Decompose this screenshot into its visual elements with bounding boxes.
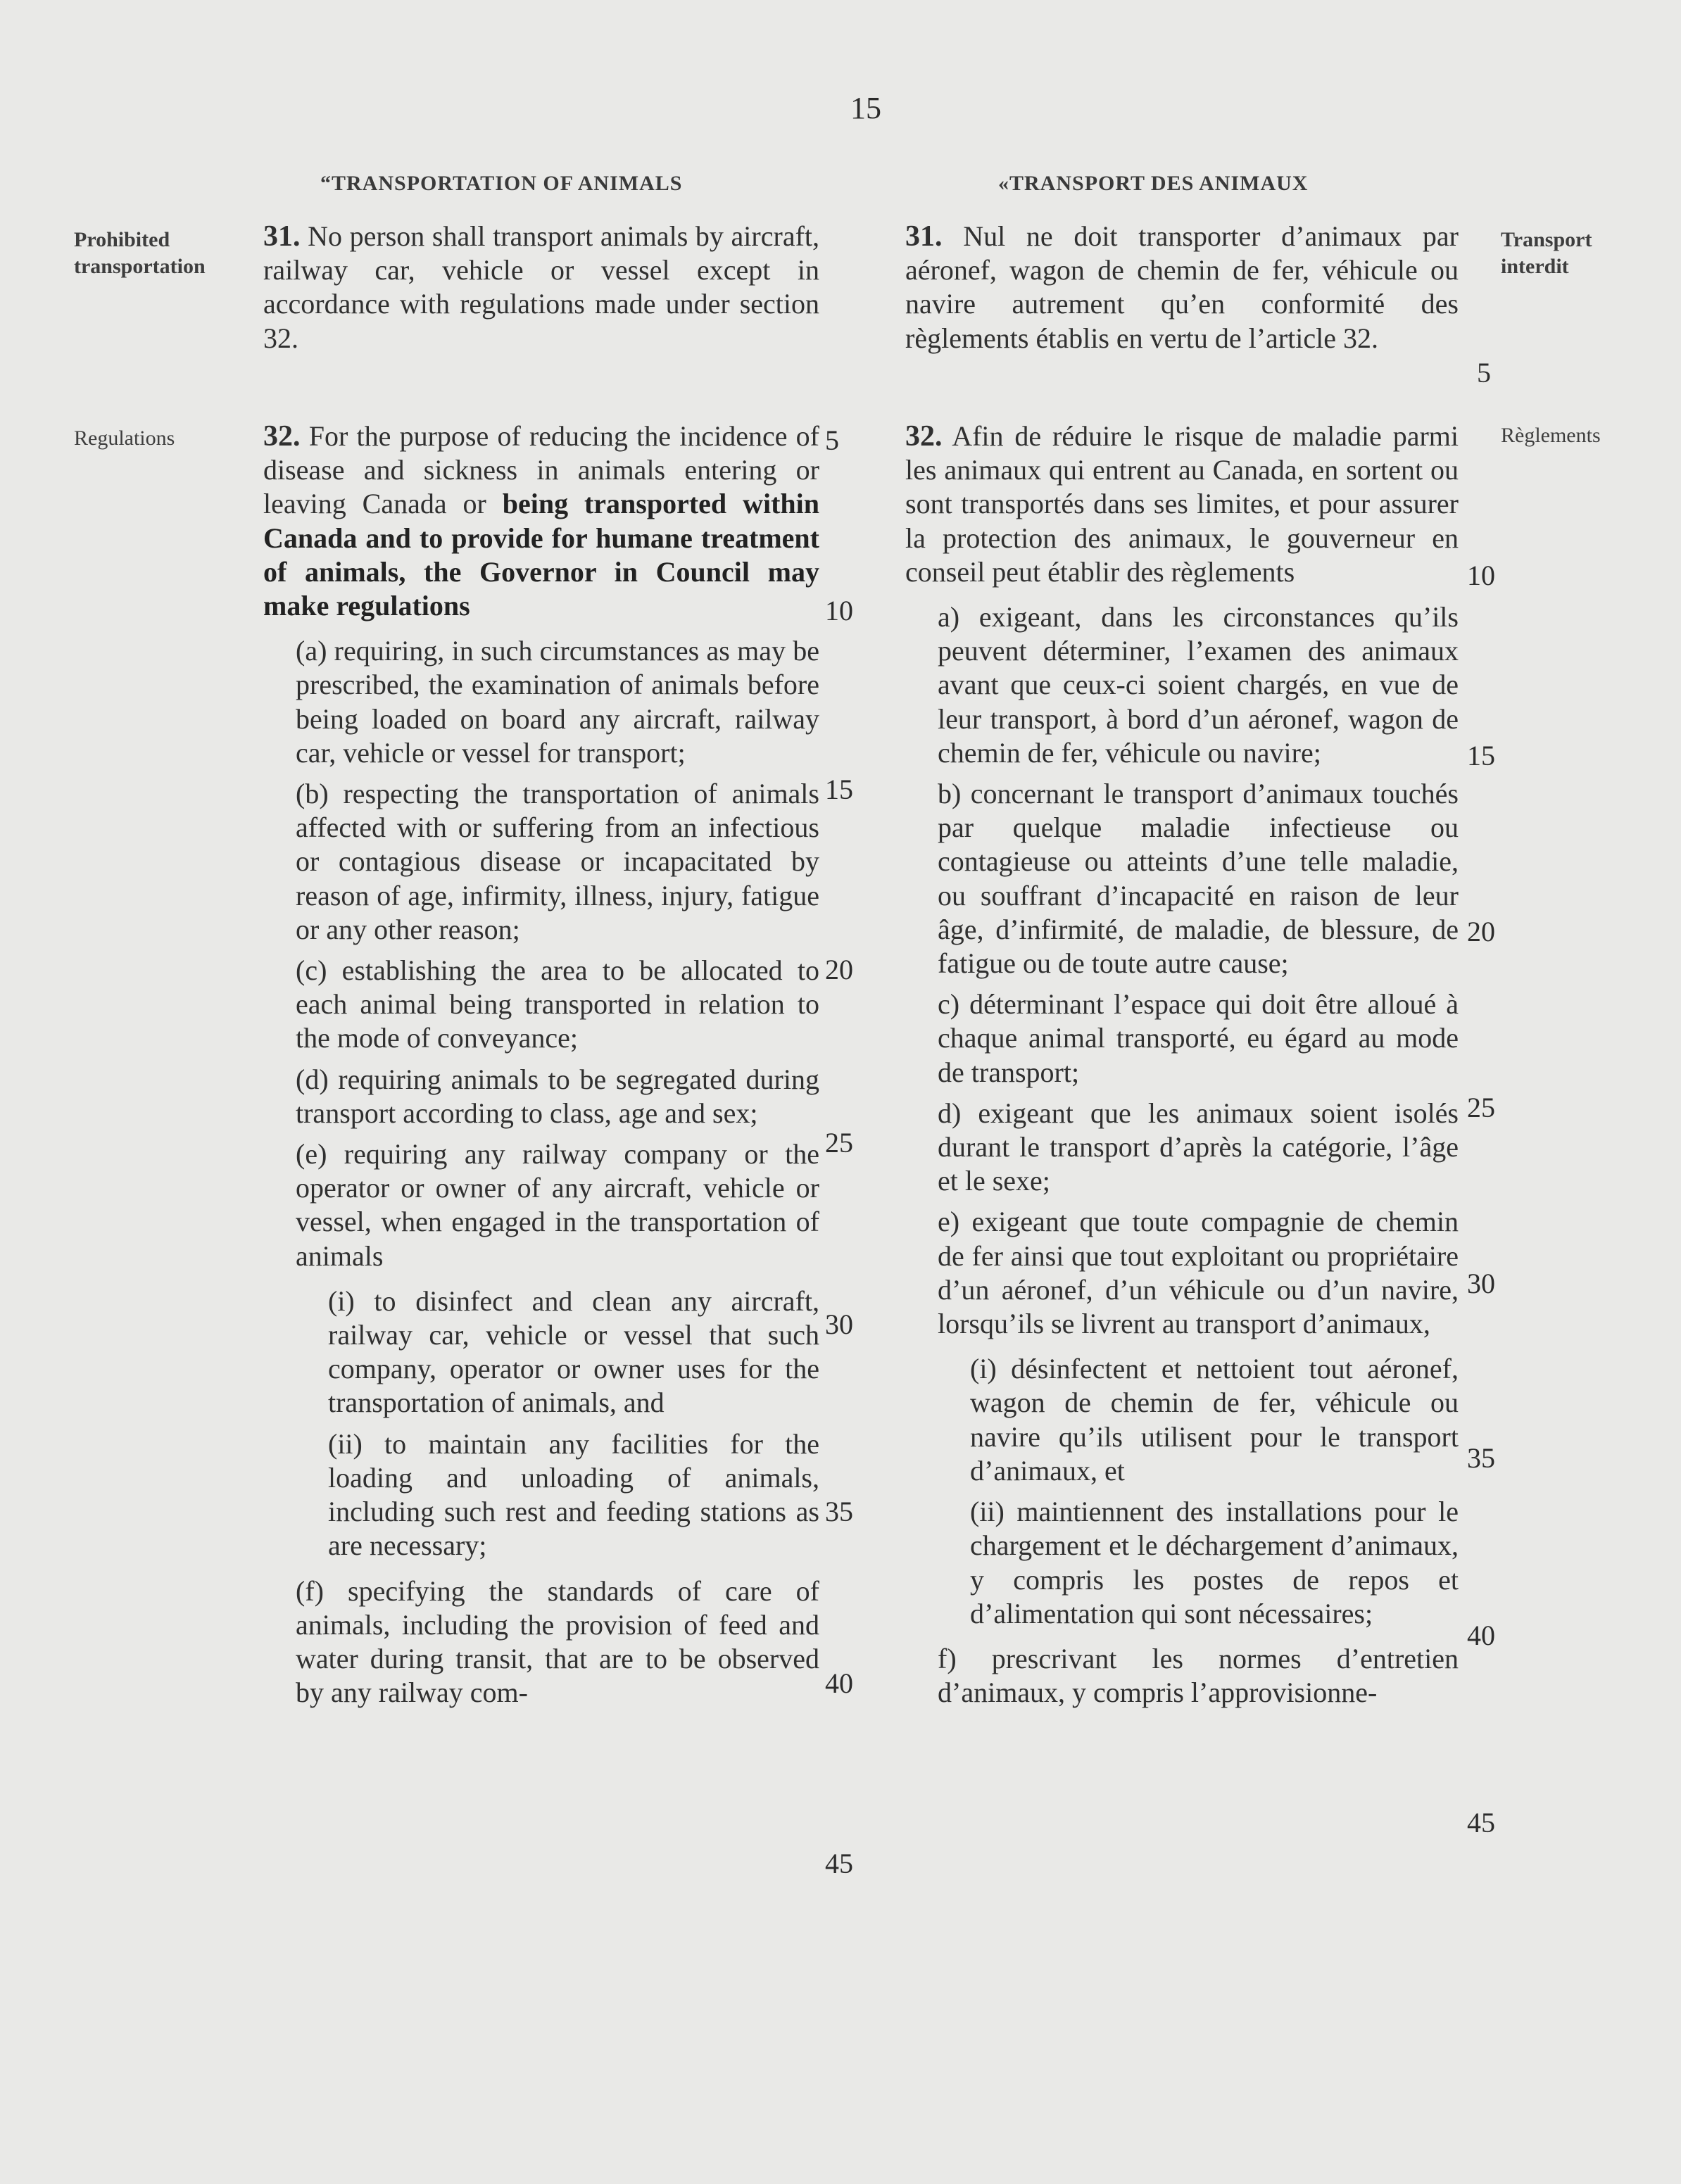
french-paragraph-b: b) concernant le transport d’animaux touchés par quelque maladie infectieuse ou contagieuse ou atteints d’une telle maladie, ou souffrant d’incapacité en raison de leur âge, d’infirmité, de maladie, de blessure, de fatigue ou de toute autre cause; bbox=[938, 778, 1459, 980]
section-text-a: For the purpose of reducing the incidence of disease and sickness in animals entering or leaving Canada or bbox=[263, 420, 820, 520]
french-paragraph-e: e) exigeant que toute compagnie de chemin de fer ainsi que tout exploitant ou propriétaire d’un aéronef, d’un véhicule ou d’un navire, lorsqu’ils se livrent au transport d’animaux, bbox=[938, 1206, 1459, 1340]
french-subparagraph-e-i: (i) désinfectent et nettoient tout aéronef, wagon de chemin de fer, véhicule ou navire qu’ils utilisent pour le transport d’animaux, et bbox=[970, 1353, 1459, 1486]
french-paragraph-d: d) exigeant que les animaux soient isolés durant le transport d’après la catégorie, l’âge et le sexe; bbox=[938, 1097, 1459, 1197]
english-paragraph-a: (a) requiring, in such circumstances as may be prescribed, the examination of animals before being loaded on board any aircraft, railway car, vehicle or vessel for transport; bbox=[296, 635, 819, 769]
margin-note-transport-interdit: Transport interdit bbox=[1501, 228, 1592, 278]
english-section-31 bbox=[263, 220, 819, 355]
section-number: 32. bbox=[905, 420, 943, 453]
english-subparagraph-e-ii: (ii) to maintain any facilities for the loading and unloading of animals, including such rest and feeding stations as are necessary; bbox=[328, 1427, 819, 1562]
french-column bbox=[905, 220, 1459, 355]
english-section-32 bbox=[263, 419, 819, 623]
french-column-s32 bbox=[905, 419, 1459, 1710]
english-column bbox=[263, 220, 819, 355]
english-paragraph-f: (f) specifying the standards of care of animals, including the provision of feed and water during transit, that are to be observed by any railway com- bbox=[296, 1574, 819, 1709]
english-heading: “TRANSPORTATION OF ANIMALS bbox=[320, 172, 683, 195]
line-number: 10 bbox=[825, 595, 853, 626]
line-number: 25 bbox=[1467, 1092, 1495, 1123]
page-number: 15 bbox=[850, 91, 881, 125]
margin-note-prohibited-transportation: Prohibited transportation bbox=[74, 228, 206, 278]
section-number: 31. bbox=[905, 220, 943, 253]
line-number: 30 bbox=[825, 1308, 853, 1340]
section-text: Afin de réduire le risque de maladie parmi les animaux qui entrent au Canada, en sortent ou sont transportés dans ses limites, et pour assurer la protection des animaux, le gouverneur en conseil peut établir des règlements bbox=[905, 420, 1459, 588]
line-number: 35 bbox=[1467, 1442, 1495, 1474]
line-number: 5 bbox=[1477, 357, 1491, 389]
line-number: 5 bbox=[825, 424, 839, 456]
line-number: 35 bbox=[825, 1496, 853, 1527]
section-text-b: being transported within Canada and to provide for humane treatment of animals, the Governor in Council may make bbox=[263, 488, 819, 622]
line-number: 15 bbox=[1467, 740, 1495, 771]
english-column-s32 bbox=[263, 419, 819, 1710]
english-paragraph-d: (d) requiring animals to be segregated during transport according to class, age and sex; bbox=[296, 1063, 819, 1129]
line-number: 40 bbox=[825, 1667, 853, 1699]
line-number: 45 bbox=[1467, 1807, 1495, 1838]
section-text: Nul ne doit transporter d’animaux par aéronef, wagon de chemin de fer, véhicule ou navire autrement qu’en conformité des règlements établis en vertu de l’article 32. bbox=[905, 220, 1459, 354]
line-number: 30 bbox=[1467, 1268, 1495, 1299]
line-number: 45 bbox=[825, 1848, 853, 1879]
french-paragraph-c: c) déterminant l’espace qui doit être alloué à chaque animal transporté, eu égard au mode de transport; bbox=[938, 988, 1459, 1088]
section-text-c: regulations bbox=[336, 590, 470, 622]
english-paragraph-b: (b) respecting the transportation of animals affected with or suffering from an infectious or contagious disease or incapacitated by reason of age, infirmity, illness, injury, fatigue or any other reason; bbox=[296, 778, 819, 945]
english-subparagraph-e-i: (i) to disinfect and clean any aircraft, railway car, vehicle or vessel that such company, operator or owner uses for the transportation of animals, and bbox=[328, 1284, 819, 1419]
french-section-32 bbox=[905, 419, 1459, 589]
margin-note-reglements: Règlements bbox=[1501, 424, 1601, 447]
margin-note-regulations: Regulations bbox=[74, 427, 175, 450]
line-number: 20 bbox=[1467, 916, 1495, 947]
section-number: 31. bbox=[263, 220, 301, 253]
line-number: 20 bbox=[825, 954, 853, 985]
french-section-31 bbox=[905, 220, 1459, 355]
line-number: 15 bbox=[825, 774, 853, 805]
line-number: 40 bbox=[1467, 1620, 1495, 1651]
section-number: 32. bbox=[263, 420, 301, 453]
french-paragraph-f: f) prescrivant les normes d’entretien d’animaux, y compris l’approvisionne- bbox=[938, 1642, 1459, 1709]
french-subparagraph-e-ii: (ii) maintiennent des installations pour le chargement et le déchargement d’animaux, y compris les postes de repos et d’alimentation qui sont nécessaires; bbox=[970, 1496, 1459, 1629]
line-number: 10 bbox=[1467, 560, 1495, 591]
french-heading: «TRANSPORT DES ANIMAUX bbox=[998, 172, 1309, 195]
english-paragraph-c: (c) establishing the area to be allocated to each animal being transported in relation to the mode of conveyance; bbox=[296, 954, 819, 1054]
english-paragraph-e: (e) requiring any railway company or the operator or owner of any aircraft, vehicle or vessel, when engaged in the transportation of animals bbox=[296, 1138, 819, 1272]
line-number: 25 bbox=[825, 1127, 853, 1159]
section-text: No person shall transport animals by aircraft, railway car, vehicle or vessel except in accordance with regulations made under section 32. bbox=[263, 220, 819, 354]
french-paragraph-a: a) exigeant, dans les circonstances qu’ils peuvent déterminer, l’examen des animaux avant que ceux-ci soient chargés, en vue de leur transport, à bord d’un aéronef, wagon de chemin de fer, véhicule ou navire; bbox=[938, 601, 1459, 769]
